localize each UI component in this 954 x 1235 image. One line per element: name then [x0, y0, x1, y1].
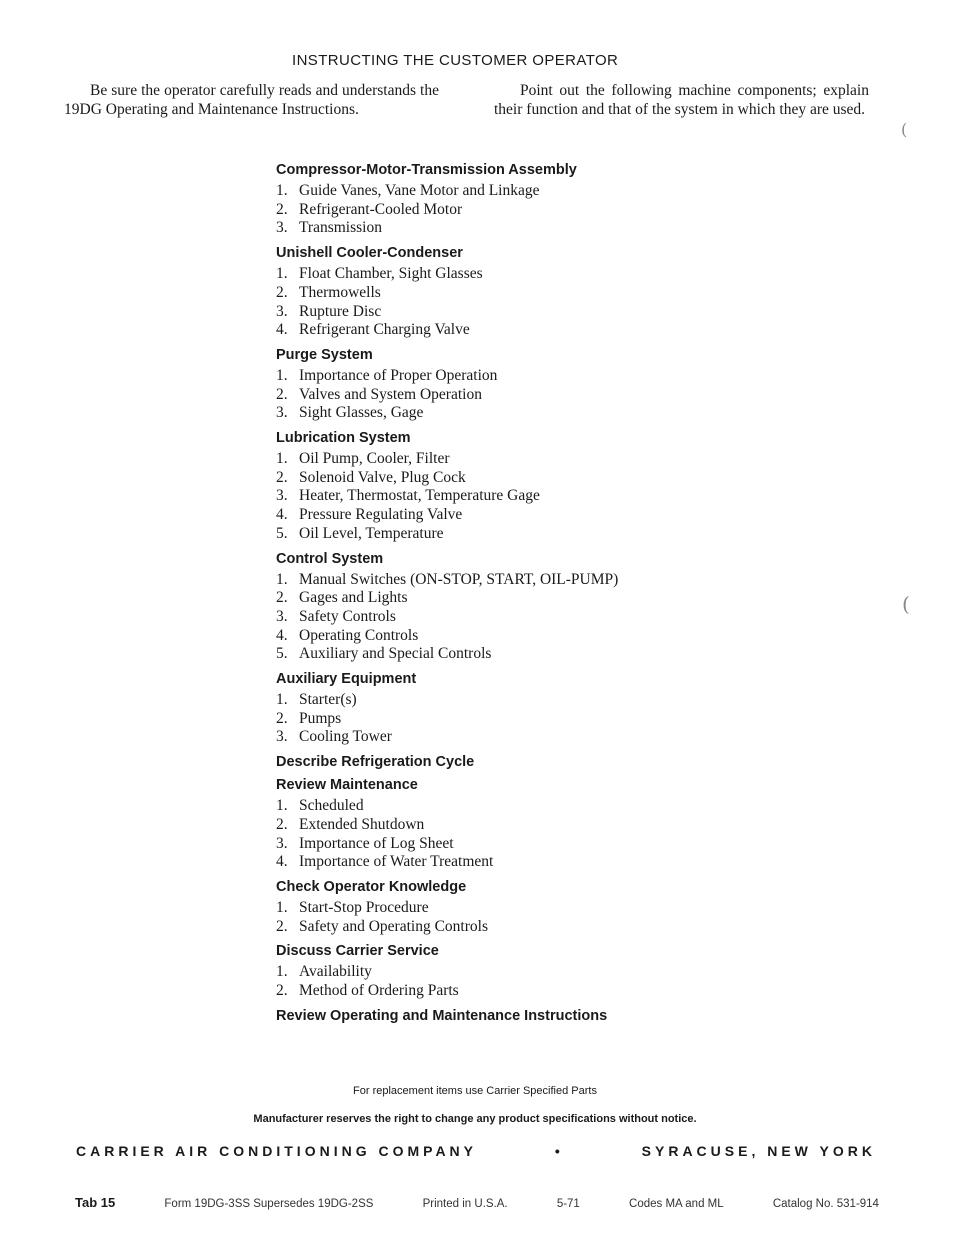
item-text: Importance of Proper Operation [299, 366, 498, 384]
list-item [276, 404, 746, 423]
list-item [276, 691, 746, 710]
item-text: Oil Level, Temperature [299, 524, 444, 542]
section-item-list [276, 899, 746, 936]
item-number: 4. [276, 321, 288, 339]
section-heading: Describe Refrigeration Cycle [276, 754, 475, 771]
section-heading: Review Maintenance [276, 777, 418, 794]
item-number: 2. [276, 200, 288, 218]
intro-right-paragraph: Point out the following machine components; explain their function and that of the system in which they are used. [494, 82, 869, 118]
item-text: Availability [299, 963, 372, 981]
list-item [276, 506, 746, 525]
company-separator: • [554, 1143, 564, 1159]
item-text: Importance of Log Sheet [299, 834, 454, 852]
item-text: Starter(s) [299, 691, 357, 709]
item-text: Safety Controls [299, 607, 396, 625]
list-item [276, 963, 746, 982]
item-text: Valves and System Operation [299, 385, 482, 403]
list-item [276, 487, 746, 506]
item-number: 1. [276, 797, 288, 815]
list-item [276, 265, 746, 284]
list-item [276, 284, 746, 303]
list-item [276, 645, 746, 664]
list-item [276, 728, 746, 747]
form-number: Form 19DG-3SS Supersedes 19DG-2SS [164, 1198, 374, 1210]
item-text: Auxiliary and Special Controls [299, 645, 492, 663]
catalog-number: Catalog No. 531-914 [772, 1198, 879, 1210]
item-number: 3. [276, 219, 288, 237]
component-outline [276, 159, 746, 1028]
section-item-list [276, 691, 746, 747]
item-text: Solenoid Valve, Plug Cock [299, 468, 466, 486]
tab-number: Tab 15 [75, 1195, 116, 1210]
item-number: 1. [276, 265, 288, 283]
list-item [276, 608, 746, 627]
item-number: 1. [276, 570, 288, 588]
item-number: 4. [276, 626, 288, 644]
section-heading: Check Operator Knowledge [276, 878, 467, 895]
company-line [76, 1143, 876, 1159]
list-item [276, 710, 746, 729]
item-text: Rupture Disc [299, 302, 382, 320]
item-text: Thermowells [299, 283, 381, 301]
item-text: Pumps [299, 709, 342, 727]
section-item-list [276, 963, 746, 1000]
item-number: 1. [276, 450, 288, 468]
item-number: 1. [276, 691, 288, 709]
list-item [276, 835, 746, 854]
date-code: 5-71 [556, 1198, 580, 1210]
list-item [276, 303, 746, 322]
list-item [276, 219, 746, 238]
company-location: SYRACUSE, NEW YORK [641, 1143, 876, 1159]
list-item [276, 816, 746, 835]
section-heading: Lubrication System [276, 430, 411, 447]
document-info-line [75, 1195, 879, 1210]
item-number: 1. [276, 963, 288, 981]
item-text: Extended Shutdown [299, 815, 425, 833]
item-number: 3. [276, 834, 288, 852]
item-number: 3. [276, 302, 288, 320]
list-item [276, 321, 746, 340]
item-number: 5. [276, 524, 288, 542]
list-item [276, 450, 746, 469]
item-text: Start-Stop Procedure [299, 898, 429, 916]
item-text: Oil Pump, Cooler, Filter [299, 450, 450, 468]
intro-left-paragraph: Be sure the operator carefully reads and understands the 19DG Operating and Maintenance Instructions. [64, 82, 439, 118]
item-text: Guide Vanes, Vane Motor and Linkage [299, 182, 540, 199]
section-item-list [276, 367, 746, 423]
section-item-list [276, 182, 746, 238]
section-heading: Compressor-Motor-Transmission Assembly [276, 162, 577, 178]
item-text: Operating Controls [299, 626, 419, 644]
list-item [276, 797, 746, 816]
item-text: Refrigerant Charging Valve [299, 321, 470, 339]
margin-mark: ( [901, 120, 908, 139]
item-number: 3. [276, 487, 288, 505]
section-item-list [276, 265, 746, 340]
printed-in: Printed in U.S.A. [422, 1198, 508, 1210]
list-item [276, 469, 746, 488]
item-number: 1. [276, 182, 288, 199]
list-item [276, 367, 746, 386]
item-text: Scheduled [299, 797, 364, 815]
section-heading: Auxiliary Equipment [276, 671, 417, 688]
section-heading: Review Operating and Maintenance Instructions [276, 1007, 608, 1024]
item-text: Pressure Regulating Valve [299, 506, 463, 524]
item-text: Gages and Lights [299, 589, 408, 607]
section-heading: Purge System [276, 346, 373, 363]
section-heading: Control System [276, 550, 384, 567]
item-number: 2. [276, 917, 288, 935]
item-text: Transmission [299, 219, 382, 237]
list-item [276, 918, 746, 937]
item-number: 2. [276, 468, 288, 486]
item-number: 4. [276, 506, 288, 524]
item-number: 3. [276, 404, 288, 422]
section-heading: Unishell Cooler-Condenser [276, 245, 463, 262]
item-text: Method of Ordering Parts [299, 982, 459, 1000]
item-number: 2. [276, 815, 288, 833]
reserve-note: Manufacturer reserves the right to change any product specifications without notice. [253, 1113, 697, 1125]
page-title: INSTRUCTING THE CUSTOMER OPERATOR [292, 52, 619, 69]
list-item [276, 201, 746, 220]
list-item [276, 853, 746, 872]
list-item [276, 386, 746, 405]
list-item [276, 589, 746, 608]
list-item [276, 525, 746, 544]
item-number: 2. [276, 589, 288, 607]
item-number: 2. [276, 385, 288, 403]
item-number: 3. [276, 728, 288, 746]
list-item [276, 899, 746, 918]
item-text: Heater, Thermostat, Temperature Gage [299, 487, 540, 505]
item-number: 2. [276, 283, 288, 301]
list-item [276, 982, 746, 1001]
item-text: Manual Switches (ON-STOP, START, OIL-PUMP) [299, 570, 619, 588]
list-item [276, 571, 746, 590]
item-number: 1. [276, 898, 288, 916]
item-text: Importance of Water Treatment [299, 853, 494, 871]
item-text: Safety and Operating Controls [299, 917, 488, 935]
item-number: 3. [276, 607, 288, 625]
section-item-list [276, 571, 746, 665]
replacement-note: For replacement items use Carrier Specified Parts [353, 1085, 597, 1097]
list-item [276, 627, 746, 646]
item-text: Sight Glasses, Gage [299, 404, 424, 422]
item-number: 1. [276, 366, 288, 384]
list-item [276, 182, 746, 201]
codes: Codes MA and ML [629, 1198, 724, 1210]
item-number: 2. [276, 709, 288, 727]
section-heading: Discuss Carrier Service [276, 943, 439, 960]
item-number: 4. [276, 853, 288, 871]
item-number: 5. [276, 645, 288, 663]
item-text: Refrigerant-Cooled Motor [299, 200, 463, 218]
company-name: CARRIER AIR CONDITIONING COMPANY [76, 1143, 477, 1159]
section-item-list [276, 450, 746, 544]
item-number: 2. [276, 982, 288, 1000]
section-item-list [276, 797, 746, 872]
item-text: Cooling Tower [299, 728, 392, 746]
item-text: Float Chamber, Sight Glasses [299, 265, 483, 283]
margin-mark: ( [902, 592, 910, 616]
